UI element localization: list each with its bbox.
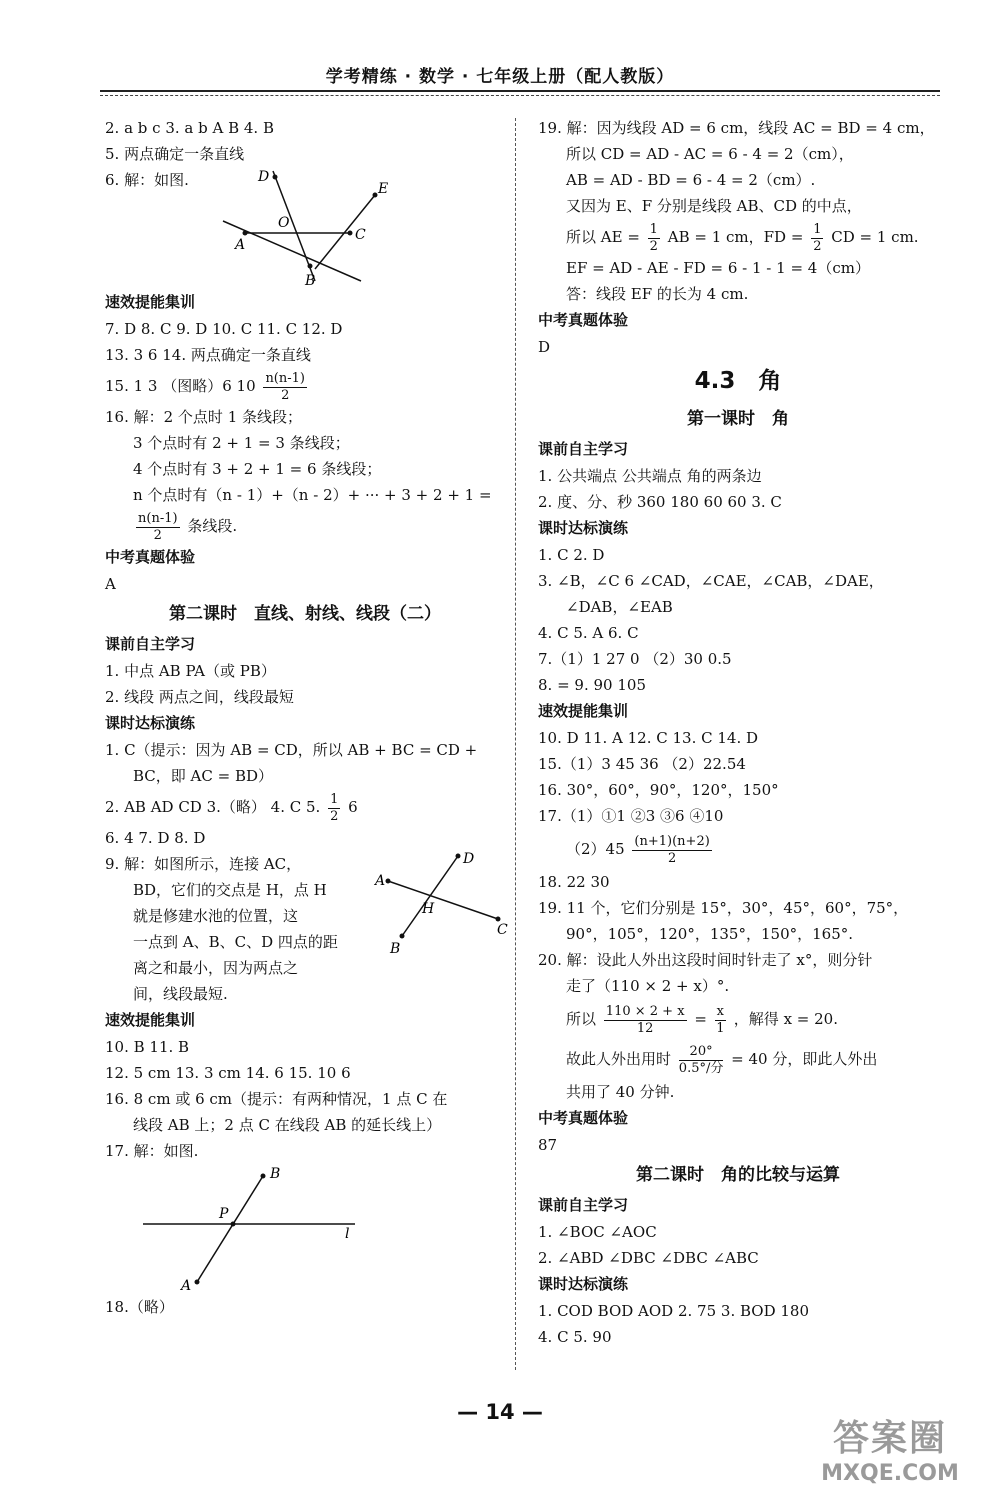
answer-line: 2. 度、分、秒 360 180 60 60 3. C bbox=[538, 493, 782, 511]
section-heading: 中考真题体验 bbox=[538, 311, 629, 329]
fraction: 20° 0.5°/分 bbox=[678, 1043, 724, 1076]
answer-line: 1. ∠BOC ∠AOC bbox=[538, 1223, 657, 1241]
answer-line: 答：线段 EF 的长为 4 cm. bbox=[566, 285, 749, 303]
answer-line: 19. 解：因为线段 AD = 6 cm，线段 AC = BD = 4 cm， bbox=[538, 119, 935, 137]
answer-line: ∠DAB，∠EAB bbox=[566, 598, 673, 616]
lesson-title: 第一课时 角 bbox=[687, 409, 789, 429]
fig-label-o: O bbox=[278, 215, 290, 231]
answer-line: 4. C 5. A 6. C bbox=[538, 624, 639, 642]
fraction: $\frac{1}{2}$ bbox=[649, 221, 658, 254]
fraction: $\frac{n(n-1)}{2}$ bbox=[138, 510, 178, 543]
answer-line: 1. 中点 AB PA（或 PB） bbox=[105, 662, 276, 680]
answer-line: A bbox=[105, 575, 116, 593]
watermark-text: 答案圈 bbox=[832, 1418, 947, 1459]
answer-line: 17. 解：如图. bbox=[105, 1142, 199, 1160]
section-heading: 课时达标演练 bbox=[105, 714, 196, 732]
answer-block-9 bbox=[105, 851, 508, 1007]
answer-line: 走了（110 × 2 + x）°. bbox=[566, 977, 730, 995]
answer-line: 20. 解：设此人外出这段时间时针走了 x°，则分针 bbox=[538, 951, 873, 969]
answer-line: 1. COD BOD AOD 2. 75 3. BOD 180 bbox=[538, 1302, 810, 1320]
section-heading: 课时达标演练 bbox=[538, 519, 629, 537]
answer-line: 18.（略） bbox=[105, 1298, 174, 1316]
fig-label-a: A bbox=[235, 237, 246, 253]
answer-line: 5. 两点确定一条直线 bbox=[105, 145, 245, 163]
answer-line: D bbox=[538, 338, 551, 356]
section-heading: 中考真题体验 bbox=[538, 1109, 629, 1127]
left-column bbox=[105, 115, 508, 1320]
answer-line: 10. B 11. B bbox=[105, 1038, 190, 1056]
answer-line: 16. 8 cm 或 6 cm（提示：有两种情况，1 点 C 在 bbox=[105, 1090, 448, 1108]
answer-line: 4. C 5. 90 bbox=[538, 1328, 612, 1346]
fig-label-d: D bbox=[258, 169, 270, 185]
answer-line: 1. C 2. D bbox=[538, 546, 605, 564]
answer-line: 90°，105°，120°，135°，150°，165°. bbox=[566, 925, 854, 943]
answer-line: 7.（1）1 27 0 （2）30 0.5 bbox=[538, 650, 732, 668]
answer-line: 所以 AE = $\frac{1}{2}$ AB = 1 cm，FD = $\frac{1}{2}$ CD = 1 cm. bbox=[566, 221, 919, 254]
fig-label-d: D bbox=[463, 851, 475, 867]
answer-line: BD，它们的交点是 H，点 H bbox=[133, 881, 327, 899]
section-heading: 课前自主学习 bbox=[105, 635, 196, 653]
fig-label-e: E bbox=[378, 181, 389, 197]
answer-line: 一点到 A、B、C、D 四点的距 bbox=[133, 933, 338, 951]
answer-line: 16. 30°，60°，90°，120°，150° bbox=[538, 781, 779, 799]
answer-line: （2）45 $\frac{(n+1)(n+2)}{2}$ bbox=[566, 833, 710, 866]
fig-label-a: A bbox=[375, 873, 386, 889]
watermark-logo bbox=[800, 1410, 980, 1486]
answer-line: 6. 4 7. D 8. D bbox=[105, 829, 206, 847]
fig-label-b: B bbox=[305, 273, 316, 289]
answer-line: 17.（1）①1 ②3 ③6 ④10 bbox=[538, 807, 724, 825]
fraction: $\frac{x}{1}$ bbox=[716, 1003, 725, 1036]
fig-label-l: l bbox=[345, 1226, 350, 1242]
answer-line: 间，线段最短. bbox=[133, 985, 228, 1003]
fig-label-b: B bbox=[270, 1166, 281, 1182]
answer-line: 6. 解：如图. bbox=[105, 171, 189, 189]
watermark-url: MXQE.COM bbox=[821, 1461, 959, 1486]
fig-label-c: C bbox=[497, 922, 508, 938]
section-heading: 中考真题体验 bbox=[105, 548, 196, 566]
chapter-title: 4.3 角 bbox=[694, 368, 782, 394]
fraction: $\frac{n(n-1)}{2}$ bbox=[265, 370, 305, 403]
answer-line: 3 个点时有 2 + 1 = 3 条线段； bbox=[133, 434, 350, 452]
answer-line: 1. 公共端点 公共端点 角的两条边 bbox=[538, 467, 762, 485]
lesson-title: 第二课时 直线、射线、线段（二） bbox=[169, 604, 441, 624]
answer-line: EF = AD - AE - FD = 6 - 1 - 1 = 4（cm） bbox=[566, 259, 870, 277]
answer-line: 2. a b c 3. a b A B 4. B bbox=[105, 119, 274, 137]
fraction: $\frac{1}{2}$ bbox=[330, 791, 339, 824]
answer-line: 19. 11 个，它们分别是 15°，30°，45°，60°，75°， bbox=[538, 899, 909, 917]
answer-line: 2. AB AD CD 3.（略） 4. C 5. $\frac{1}{2}$ 6 bbox=[105, 791, 358, 824]
answer-line: 15.（1）3 45 36 （2）22.54 bbox=[538, 755, 746, 773]
fig-label-b: B bbox=[390, 941, 401, 957]
fig-label-p: P bbox=[219, 1206, 229, 1222]
answer-line: 1. C（提示：因为 AB = CD，所以 AB + BC = CD + bbox=[105, 741, 478, 759]
page-number: — 14 — bbox=[457, 1400, 543, 1424]
answer-line: 线段 AB 上；2 点 C 在线段 AB 的延长线上） bbox=[133, 1116, 442, 1134]
answer-line: 10. D 11. A 12. C 13. C 14. D bbox=[538, 729, 759, 747]
right-column bbox=[538, 115, 938, 1350]
answer-line: 8. = 9. 90 105 bbox=[538, 676, 646, 694]
page-header: 学考精练 · 数学 · 七年级上册（配人教版） bbox=[325, 67, 675, 87]
answer-line: 13. 3 6 14. 两点确定一条直线 bbox=[105, 346, 311, 364]
fraction: $\frac{1}{2}$ bbox=[813, 221, 822, 254]
answer-line: 4 个点时有 3 + 2 + 1 = 6 条线段； bbox=[133, 460, 382, 478]
answer-line: 9. 解：如图所示，连接 AC， bbox=[105, 855, 302, 873]
section-heading: 课前自主学习 bbox=[538, 440, 629, 458]
answer-line: 所以 $\frac{110 \times 2 + x}{12}$ = $\frac{x}{1}$ ，解得 x = 20. bbox=[566, 1003, 838, 1036]
answer-line: BC，即 AC = BD） bbox=[133, 767, 274, 785]
header-rule-dashed bbox=[100, 95, 940, 96]
section-heading: 速效提能集训 bbox=[105, 293, 196, 311]
section-heading: 课时达标演练 bbox=[538, 1275, 629, 1293]
answer-line: 2. ∠ABD ∠DBC ∠DBC ∠ABC bbox=[538, 1249, 759, 1267]
answer-line: 所以 CD = AD - AC = 6 - 4 = 2（cm）， bbox=[566, 145, 854, 163]
fig-label-h: H bbox=[422, 901, 435, 917]
answer-line: AB = AD - BD = 6 - 4 = 2（cm）. bbox=[566, 171, 816, 189]
section-heading: 速效提能集训 bbox=[105, 1011, 196, 1029]
answer-line: 18. 22 30 bbox=[538, 873, 610, 891]
section-heading: 速效提能集训 bbox=[538, 702, 629, 720]
answer-line: $\frac{n(n-1)}{2}$ 条线段. bbox=[138, 510, 238, 543]
fraction: $\frac{(n+1)(n+2)}{2}$ bbox=[634, 833, 710, 866]
answer-line: 87 bbox=[538, 1136, 558, 1154]
answer-line: 2. 线段 两点之间，线段最短 bbox=[105, 688, 294, 706]
answer-line: 15. 1 3 （图略）6 10 $\frac{n(n-1)}{2}$ bbox=[105, 370, 305, 403]
figure-quadrilateral-diagonals bbox=[370, 851, 510, 961]
header-rule bbox=[100, 90, 940, 92]
answer-line: 共用了 40 分钟. bbox=[566, 1083, 675, 1101]
section-heading: 课前自主学习 bbox=[538, 1196, 629, 1214]
answer-line: 就是修建水池的位置，这 bbox=[133, 907, 299, 925]
lesson-title: 第二课时 角的比较与运算 bbox=[636, 1165, 840, 1185]
answer-line: 7. D 8. C 9. D 10. C 11. C 12. D bbox=[105, 320, 343, 338]
answer-line: 故此人外出用时 20° 0.5°/分 = 40 分，即此人外出 bbox=[566, 1043, 878, 1076]
column-separator bbox=[515, 118, 516, 1370]
answer-line: 12. 5 cm 13. 3 cm 14. 6 15. 10 6 bbox=[105, 1064, 351, 1082]
figure-line-and-segment bbox=[105, 1164, 505, 1294]
fraction: $\frac{110 \times 2 + x}{12}$ bbox=[605, 1003, 685, 1036]
answer-line: 又因为 E、F 分别是线段 AB、CD 的中点， bbox=[566, 197, 862, 215]
fig-label-c: C bbox=[355, 227, 366, 243]
fig-label-a: A bbox=[181, 1278, 192, 1294]
answer-line: n 个点时有（n - 1）+（n - 2）+ ··· + 3 + 2 + 1 = bbox=[133, 486, 492, 504]
answer-line: 3. ∠B，∠C 6 ∠CAD，∠CAE，∠CAB，∠DAE， bbox=[538, 572, 884, 590]
answer-line: 离之和最小，因为两点之 bbox=[133, 959, 299, 977]
answer-line: 16. 解：2 个点时 1 条线段； bbox=[105, 408, 303, 426]
